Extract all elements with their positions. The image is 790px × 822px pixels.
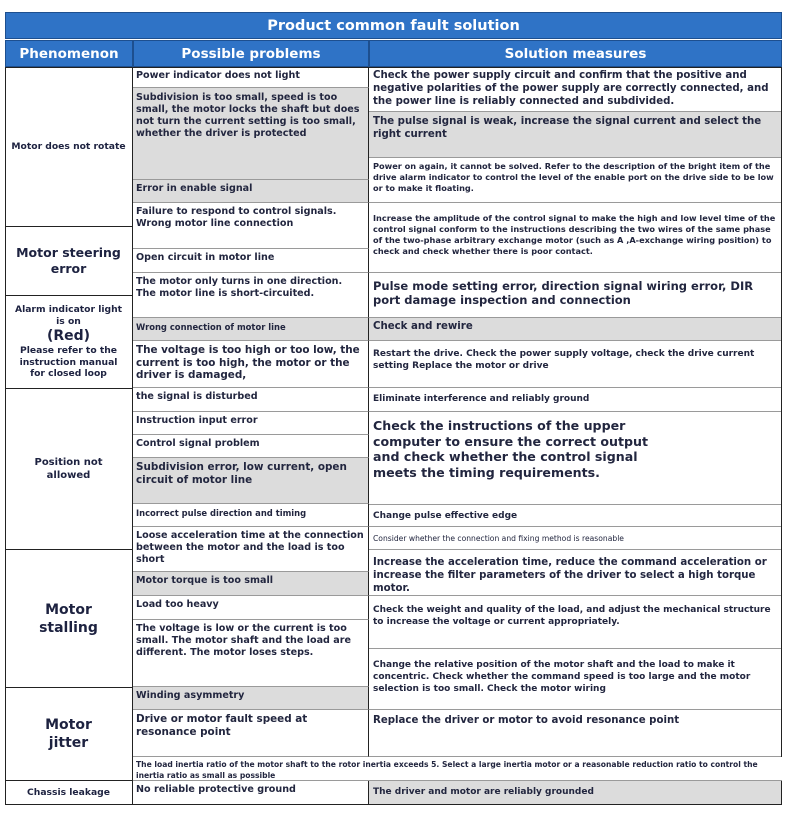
category-position-not-allowed (5, 389, 133, 550)
problem-cell: The voltage is too high or too low, the current is too high, the motor or the driver is damaged, (133, 341, 369, 388)
category-label: Motor does not rotate (11, 141, 126, 152)
problem-cell: Wrong connection of motor line (133, 318, 369, 341)
problem-cell: the signal is disturbed (133, 388, 369, 412)
category-label: Alarm indicator light is on (14, 304, 123, 327)
problem-cell: Load too heavy (133, 596, 369, 620)
problem-cell: Winding asymmetry (133, 687, 369, 710)
problem-cell: The motor only turns in one direction. The motor line is short-circuited. (133, 273, 369, 318)
problem-cell: Drive or motor fault speed at resonance point (133, 710, 369, 757)
category-label: Chassis leakage (27, 787, 110, 798)
solution-cell: Replace the driver or motor to avoid resonance point (369, 710, 782, 757)
solution-cell: Check the weight and quality of the load, and adjust the mechanical structure to increase the voltage or current appropriately. (369, 596, 782, 649)
category-note: Please refer to the instruction manual for closed loop (19, 345, 118, 380)
category-label: Motor steering error (16, 245, 121, 276)
category-label: Motor stalling (39, 601, 98, 636)
problem-cell: No reliable protective ground (133, 781, 369, 805)
category-motor-stalling (5, 550, 133, 688)
solution-cell: Power on again, it cannot be solved. Refer to the description of the bright item of the drive alarm indicator to control the level of the enable port on the drive side to be low or to make it floating. (369, 158, 782, 203)
header-phenomenon: Phenomenon (5, 40, 133, 67)
problem-cell: Subdivision is too small, speed is too small, the motor locks the shaft but does not turn the current setting is too small, whether the driver is protected (133, 88, 369, 180)
solution-cell: Restart the drive. Check the power supply voltage, check the drive current setting Replace the motor or drive (369, 341, 782, 388)
category-steering-error (5, 227, 133, 296)
solution-cell: Check the instructions of the upper computer to ensure the correct output and check whether the control signal meets the timing requirements. (373, 418, 649, 480)
problem-cell: Control signal problem (133, 435, 369, 458)
table-title: Product common fault solution (5, 12, 782, 39)
category-chassis-leakage (5, 781, 133, 805)
fault-solution-table (5, 12, 782, 806)
solution-cell: Change the relative position of the motor shaft and the load to make it concentric. Check whether the command speed is too large and the motor selection is too small. Check the motor wiring (369, 649, 782, 710)
problem-cell: Open circuit in motor line (133, 249, 369, 273)
solution-cell: Increase the acceleration time, reduce the command acceleration or increase the filter parameters of the driver to select a high torque motor. (369, 550, 782, 596)
solution-cell: Increase the amplitude of the control signal to make the high and low level time of the control signal conform to the instructions describing the two wires of the same phase of the two-phase arbitrary exchange motor (such as A ,A-exchange wiring position) to check and check whether there is poor contact. (369, 203, 782, 273)
header-possible-problems: Possible problems (133, 40, 369, 67)
solution-cell: Consider whether the connection and fixing method is reasonable (369, 527, 782, 550)
solution-cell: Check the power supply circuit and confirm that the positive and negative polarities of the power supply are correctly connected, and the power line is reliably connected and subdivided. (369, 67, 782, 112)
solution-cell: Eliminate interference and reliably ground (369, 388, 782, 412)
solution-cell: Change pulse effective edge (369, 504, 782, 527)
category-motor-jitter (5, 688, 133, 781)
problem-cell: Motor torque is too small (133, 572, 369, 596)
category-emphasis: (Red) (46, 328, 91, 345)
problem-cell: Incorrect pulse direction and timing (133, 504, 369, 527)
category-alarm-light (5, 296, 133, 389)
solution-cell: The pulse signal is weak, increase the signal current and select the right current (369, 112, 782, 158)
problem-cell: Loose acceleration time at the connection between the motor and the load is too short (133, 527, 369, 572)
problem-cell: Power indicator does not light (133, 67, 369, 88)
header-solution-measures: Solution measures (369, 40, 782, 67)
problem-cell: Instruction input error (133, 412, 369, 435)
solution-cell: The driver and motor are reliably grounded (369, 781, 782, 805)
problem-cell: Error in enable signal (133, 180, 369, 203)
category-motor-not-rotate (5, 67, 133, 227)
problem-cell-wide: The load inertia ratio of the motor shaft to the rotor inertia exceeds 5. Select a large inertia motor or a reasonable reduction ratio to control the inertia ratio as small as possible (133, 757, 782, 781)
problem-cell: The voltage is low or the current is too small. The motor shaft and the load are different. The motor loses steps. (133, 620, 369, 687)
category-label: Motor jitter (45, 717, 92, 751)
category-label: Position not allowed (34, 457, 103, 481)
problem-cell: Subdivision error, low current, open circuit of motor line (133, 458, 369, 504)
solution-cell: Pulse mode setting error, direction signal wiring error, DIR port damage inspection and connection (369, 273, 782, 318)
problem-cell: Failure to respond to control signals. Wrong motor line connection (133, 203, 369, 249)
solution-cell: Check and rewire (369, 318, 782, 341)
